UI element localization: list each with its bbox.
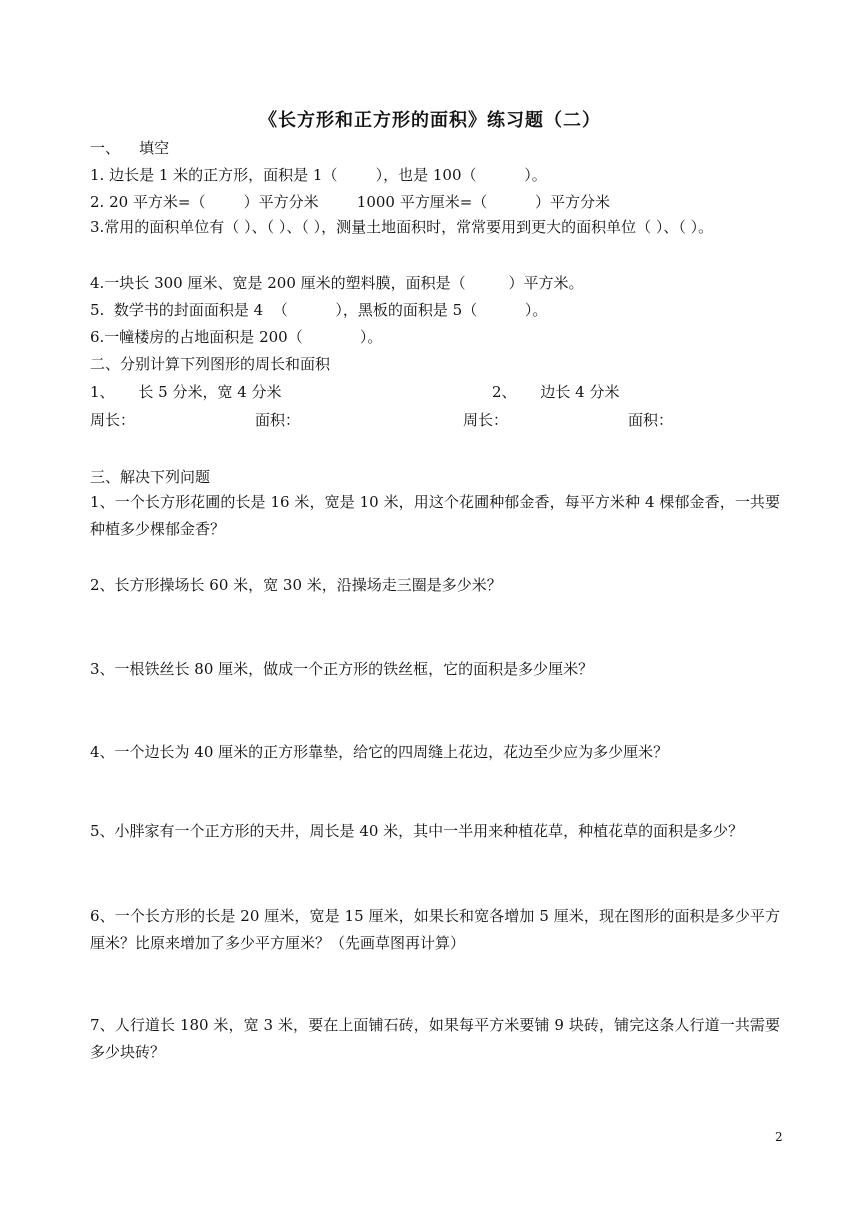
problem-2: 2、长方形操场长 60 米，宽 30 米，沿操场走三圈是多少米？ — [90, 576, 502, 594]
shape-2-perimeter-label: 周长： — [463, 411, 509, 429]
fill-blank-item-1: 1. 边长是 1 米的正方形，面积是 1（ ），也是 100（ ）。 — [90, 166, 547, 184]
fill-blank-item-2: 2. 20 平方米=（ ）平方分米 1000 平方厘米=（ ）平方分米 — [90, 193, 610, 211]
shape-1-description: 1、 长 5 分米，宽 4 分米 — [90, 383, 282, 401]
section1-heading: 一、 填空 — [90, 139, 170, 157]
problem-4: 4、一个边长为 40 厘米的正方形靠垫，给它的四周缝上花边，花边至少应为多少厘米？ — [90, 743, 669, 761]
problem-3: 3、一根铁丝长 80 厘米，做成一个正方形的铁丝框，它的面积是多少厘米？ — [90, 660, 594, 678]
fill-blank-item-3: 3.常用的面积单位有（ ）、（ ）、（ ），测量土地面积时，常常要用到更大的面积单位（ ）、（ ）。 — [90, 218, 714, 236]
fill-blank-item-6: 6.一幢楼房的占地面积是 200（ ）。 — [90, 328, 383, 346]
page-title: 《长方形和正方形的面积》练习题（二） — [259, 110, 601, 131]
section3-heading: 三、解决下列问题 — [90, 468, 211, 486]
shape-2-area-label: 面积： — [628, 411, 674, 429]
problem-7: 7、人行道长 180 米，宽 3 米，要在上面铺石砖，如果每平方米要铺 9 块砖，铺完这条人行道一共需要多少块砖？ — [90, 1016, 780, 1061]
problem-6: 6、一个长方形的长是 20 厘米，宽是 15 厘米，如果长和宽各增加 5 厘米，现在图形的面积是多少平方厘米？比原来增加了多少平方厘米？（先画草图再计算） — [90, 907, 780, 952]
page-number: 2 — [775, 1130, 783, 1144]
fill-blank-item-4: 4.一块长 300 厘米、宽是 200 厘米的塑料膜，面积是（ ）平方米。 — [90, 274, 584, 292]
problem-5: 5、小胖家有一个正方形的天井，周长是 40 米，其中一半用来种植花草，种植花草的面积是多少？ — [90, 822, 744, 840]
fill-blank-item-5: 5. 数学书的封面面积是 4 （ ），黑板的面积是 5（ ）。 — [90, 301, 548, 319]
section2-heading: 二、分别计算下列图形的周长和面积 — [90, 355, 331, 373]
shape-1-area-label: 面积： — [255, 411, 301, 429]
problem-1: 1、一个长方形花圃的长是 16 米，宽是 10 米，用这个花圃种郁金香，每平方米种 4 棵郁金香，一共要种植多少棵郁金香？ — [90, 493, 780, 538]
shape-1-perimeter-label: 周长： — [90, 411, 136, 429]
shape-2-description: 2、 边长 4 分米 — [492, 383, 620, 401]
